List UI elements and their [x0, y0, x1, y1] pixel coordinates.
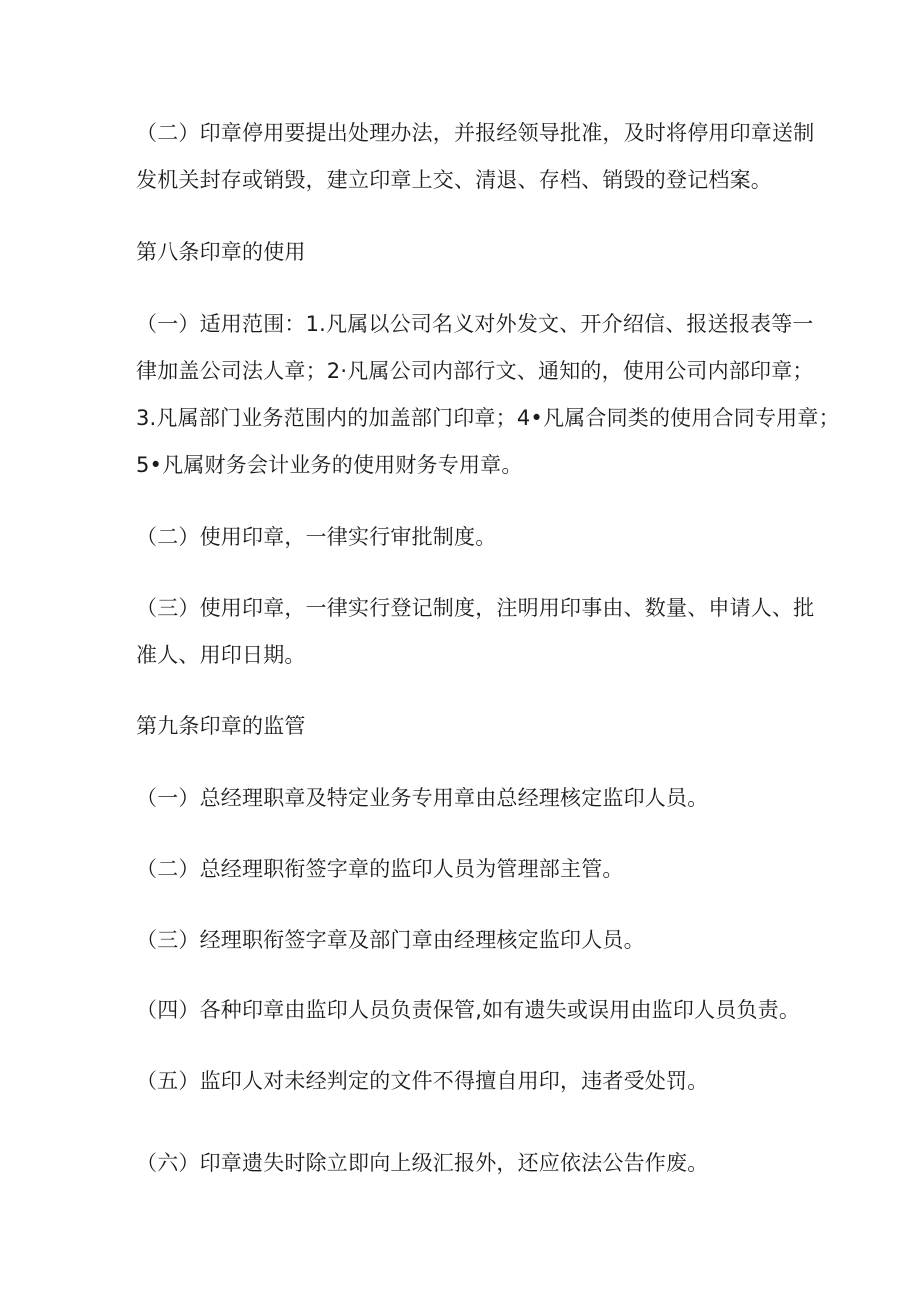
text-line: 准人、用印日期。	[136, 643, 306, 667]
text-line: （二）印章停用要提出处理办法，并报经领导批准，及时将停用印章送制	[136, 121, 815, 145]
text-line: （五）监印人对未经判定的文件不得擅自用印，违者受处罚。	[136, 1069, 709, 1093]
paragraph-supervision-3	[136, 917, 816, 964]
text-line: 律加盖公司法人章；2·凡属公司内部行文、通知的，使用公司内部印章；	[136, 359, 814, 383]
paragraph-supervision-4	[136, 987, 816, 1034]
text-line: （二）使用印章，一律实行审批制度。	[136, 525, 497, 549]
paragraph-registration-system	[136, 585, 816, 679]
text-line: （一）适用范围：1.凡属以公司名义对外发文、开介绍信、报送报表等一	[136, 312, 814, 336]
text-line: 第九条印章的监管	[136, 714, 306, 738]
paragraph-approval-system	[136, 514, 816, 561]
text-line: （三）经理职衔签字章及部门章由经理核定监印人员。	[136, 928, 645, 952]
text-line: （四）各种印章由监印人员负责保管,如有遗失或误用由监印人员负责。	[136, 998, 801, 1022]
paragraph-supervision-6	[136, 1140, 816, 1187]
text-line: （二）总经理职衔签字章的监印人员为管理部主管。	[136, 857, 624, 881]
paragraph-seal-deactivation	[136, 110, 816, 204]
paragraph-supervision-1	[136, 775, 816, 822]
text-line: 第八条印章的使用	[136, 240, 306, 264]
text-line: 3.凡属部门业务范围内的加盖部门印章；4•凡属合同类的使用合同专用章；	[136, 406, 840, 430]
paragraph-supervision-5	[136, 1058, 816, 1105]
paragraph-scope-of-use	[136, 301, 840, 489]
text-line: （一）总经理职章及特定业务专用章由总经理核定监印人员。	[136, 786, 709, 810]
text-line: 发机关封存或销毁，建立印章上交、清退、存档、销毁的登记档案。	[136, 168, 772, 192]
article-heading-9	[136, 703, 816, 750]
text-line: （六）印章遗失时除立即向上级汇报外，还应依法公告作废。	[136, 1151, 709, 1175]
text-line: 5•凡属财务会计业务的使用财务专用章。	[136, 453, 523, 477]
text-line: （三）使用印章，一律实行登记制度，注明用印事由、数量、申请人、批	[136, 596, 815, 620]
article-heading-8	[136, 229, 816, 276]
paragraph-supervision-2	[136, 846, 816, 893]
